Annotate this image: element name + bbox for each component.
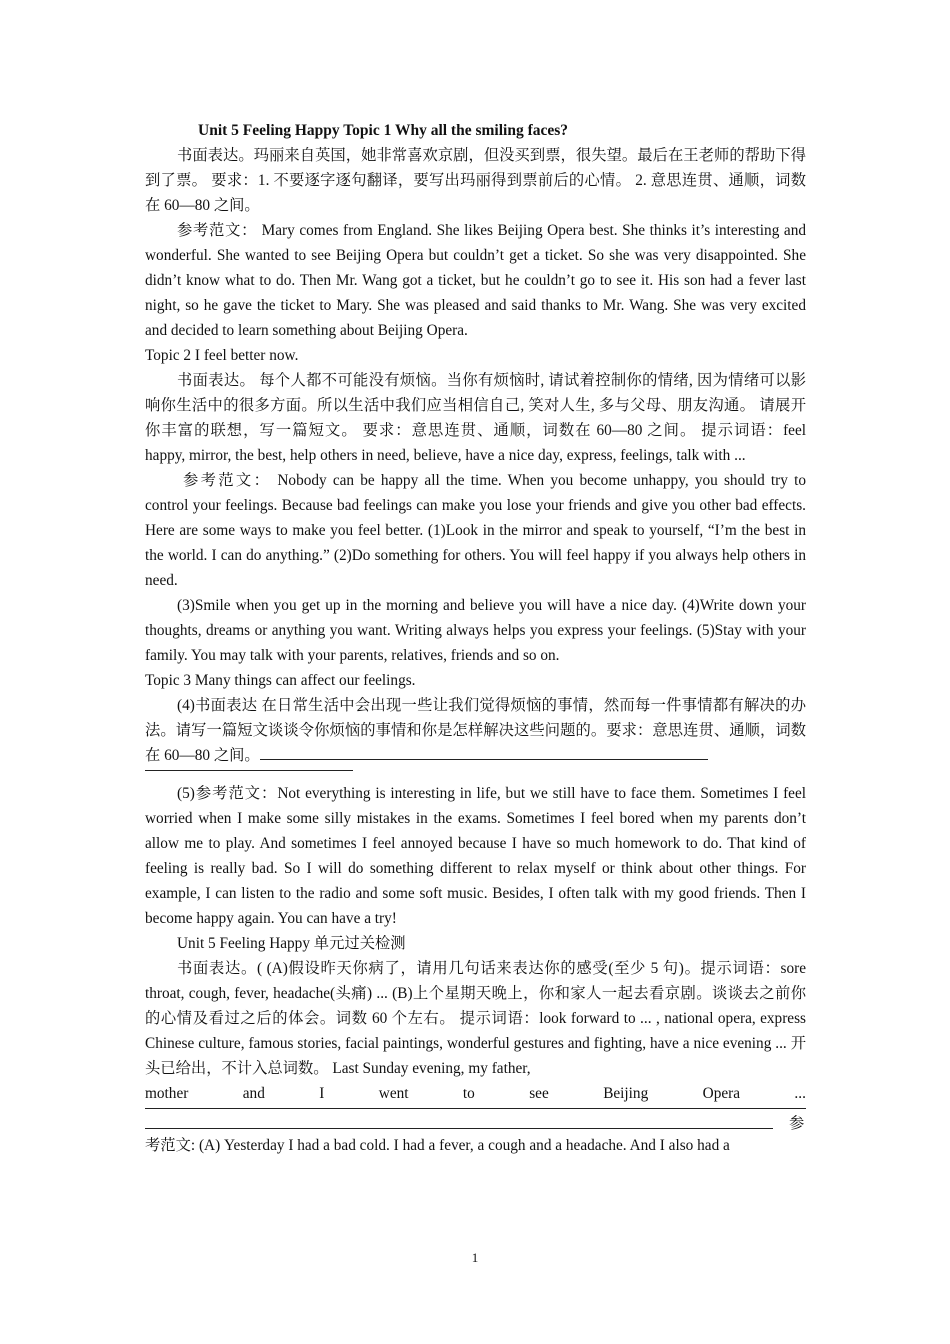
opening-word: Beijing [603, 1085, 649, 1102]
topic2-prompt: 书面表达。 每个人都不可能没有烦恼。当你有烦恼时, 请试着控制你的情绪, 因为情绪可以影响你生活中的很多方面。所以生活中我们应当相信自己, 笑对人生, 多与父母、朋友沟通。 请展开你丰富的联想，写一篇短文。 要求：意思连贯、通顺，词数在 60—80 之间。 提示词语：feel happy, mirror, the best, help others in need, believe, have a nice day, express, feelings, talk with ... [145, 372, 806, 464]
topic3-heading: Topic 3 Many things can affect our feelings. [145, 672, 416, 689]
topic3-sample: (5)参考范文：Not everything is interesting in life, but we still have to face them. Sometimes I feel worried when I make some silly mistakes in the exams. Sometimes I feel bored when my parents don’t allow me to play. And sometimes I feel annoyed because I have so much homework to do. That kind of feeling is really bad. So I will do something different to relax myself or think about other things. For example, I can listen to the radio and some soft music. Besides, I often talk with my good friends. Then I become happy again. You can have a try! [145, 785, 806, 927]
opening-word: I [319, 1085, 325, 1102]
topic1-sample: 参考范文： Mary comes from England. She likes Beijing Opera best. She thinks it’s interesting and wonderful. She wanted to see Beijing Opera but couldn’t get a ticket. So she was very disappointed. She didn’t know what to do. Then Mr. Wang got a ticket, but he couldn’t go to see it. His son had a fever last night, so he gave the ticket to Mary. She was pleased and said thanks to Mr. Wang. She was very excited and decided to learn something about Beijing Opera. [145, 222, 806, 339]
review-sample: 考范文: (A) Yesterday I had a bad cold. I had a fever, a cough and a headache. And I also had a [145, 1137, 730, 1154]
opening-word: and [242, 1085, 265, 1102]
sample-label-start: 参 [789, 1115, 805, 1132]
page-number: 1 [471, 1250, 479, 1265]
opening-word: ... [794, 1085, 806, 1102]
opening-word: see [529, 1085, 549, 1102]
answer-blank-line-2 [145, 770, 353, 771]
opening-word: Opera [702, 1085, 741, 1102]
document-page [145, 118, 806, 1158]
review-heading: Unit 5 Feeling Happy 单元过关检测 [177, 935, 406, 952]
topic2-heading: Topic 2 I feel better now. [145, 347, 299, 364]
topic3-prompt-text: (4)书面表达 在日常生活中会出现一些让我们觉得烦恼的事情，然而每一件事情都有解决的办法。请写一篇短文谈谈令你烦恼的事情和你是怎样解决这些问题的。要求：意思连贯、通顺，词数在 60—80 之间。 [145, 697, 806, 764]
topic2-sample-part1: 参考范文： Nobody can be happy all the time. When you become unhappy, you should try to control your feelings. Because bad feelings can make you lose your friends and give you other bad effects. Here are some ways to make you feel better. (1)Look in the mirror and speak to yourself, “I’m the best in the world. I can do anything.” (2)Do something for others. You will feel happy if you always help others in need. [145, 472, 806, 589]
opening-word: mother [145, 1085, 189, 1102]
topic1-prompt: 书面表达。玛丽来自英国，她非常喜欢京剧，但没买到票，很失望。最后在王老师的帮助下得到了票。 要求：1. 不要逐字逐句翻译，要写出玛丽得到票前后的心情。 2. 意思连贯、通顺，词数在 60—80 之间。 [145, 147, 806, 214]
opening-word: went [378, 1085, 409, 1102]
unit-title: Unit 5 Feeling Happy Topic 1 Why all the smiling faces? [198, 122, 569, 139]
topic2-sample-part2: (3)Smile when you get up in the morning and believe you will have a nice day. (4)Write down your thoughts, dreams or anything you want. Writing always helps you express your feelings. (5)Stay with your family. You may talk with your parents, relatives, friends and so on. [145, 597, 806, 664]
opening-word: to [462, 1085, 475, 1102]
answer-line-2 [145, 1128, 773, 1129]
review-prompt: 书面表达。( (A)假设昨天你病了，请用几句话来表达你的感受(至少 5 句)。提示词语：sore throat, cough, fever, headache(头痛) ... (B)上个星期天晚上，你和家人一起去看京剧。谈谈去之前你的心情及看过之后的体会。词数 60 个左右。 提示词语：look forward to ... , national opera, express Chinese culture, famous stories, facial paintings, wonderful gestures and fighting, have a nice evening ... 开头已给出，不计入总词数。 Last Sunday evening, my father, [145, 960, 806, 1077]
answer-line-row [145, 1109, 806, 1133]
topic3-prompt [145, 693, 806, 768]
review-opening-words [145, 1081, 806, 1106]
answer-blank-line [260, 745, 708, 760]
